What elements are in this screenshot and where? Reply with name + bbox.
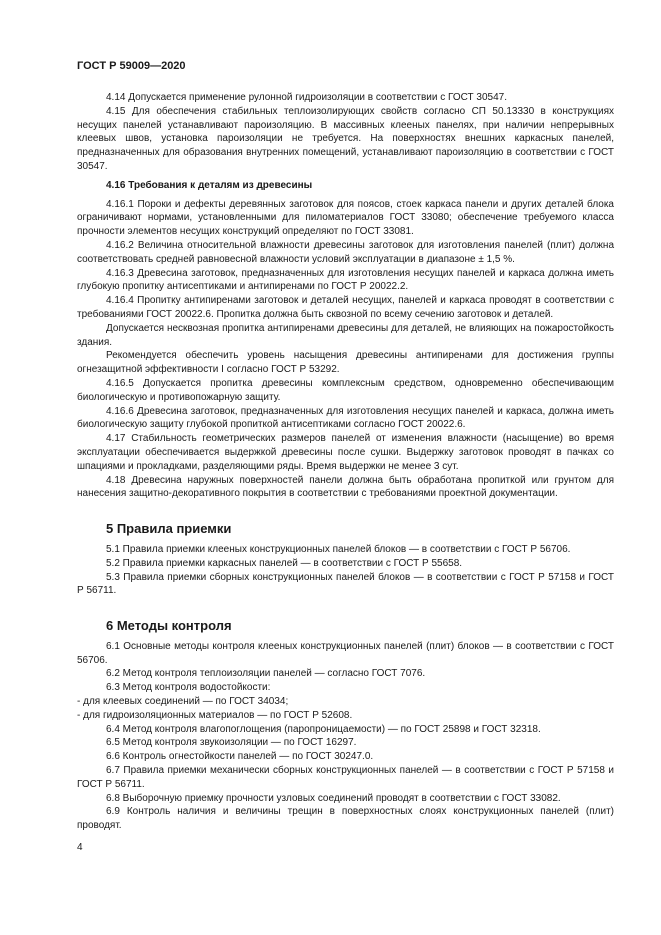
paragraph-recommendation: Рекомендуется обеспечить уровень насыщения древесины антипиренами для достижения группы огнезащитной эффективности I согласно ГОСТ Р 53292.	[77, 350, 614, 376]
clause-6-6: 6.6 Контроль огнестойкости панелей — по ГОСТ 30247.0.	[106, 751, 374, 763]
clause-6-3: 6.3 Метод контроля водостойкости:	[106, 682, 271, 694]
clause-4-15: 4.15 Для обеспечения стабильных теплоизолирующих свойств согласно СП 50.13330 в конструкциях несущих панелей устанавливают пароизоляцию. В массивных клееных панелях, при наличии непрерывных клеевых швов, установка пароизоляции не требуется. На поверхностях внешних каркасных панелей, предназначенных для образования внутренних помещений, устанавливают пароизоляцию в соответствии с ГОСТ 30547.	[77, 105, 614, 172]
clause-6-4: 6.4 Метод контроля влагопоглощения (паропроницаемости) — по ГОСТ 25898 и ГОСТ 32318.	[106, 723, 541, 735]
clause-5-2: 5.2 Правила приемки каркасных панелей — в соответствии с ГОСТ Р 55658.	[106, 557, 463, 569]
clause-4-16-3: 4.16.3 Древесина заготовок, предназначенных для изготовления несущих панелей и каркаса должна иметь глубокую пропитку антисептиками и антипиренами по ГОСТ Р 20022.2.	[77, 267, 614, 293]
clause-4-14: 4.14 Допускается применение рулонной гидроизоляции в соответствии с ГОСТ 30547.	[106, 92, 507, 103]
paragraph-partial-impregnation: Допускается несквозная пропитка антипиренами древесины для деталей, не влияющих на пожаростойкость здания.	[77, 322, 614, 348]
clause-6-2: 6.2 Метод контроля теплоизоляции панелей — согласно ГОСТ 7076.	[106, 668, 426, 680]
document-header: ГОСТ Р 59009—2020	[77, 60, 186, 72]
clause-4-18: 4.18 Древесина наружных поверхностей панели должна быть обработана пропиткой или грунтом для нанесения защитно-декоративного покрытия в соответствии с требованиями проектной документации.	[77, 474, 614, 500]
clause-4-17: 4.17 Стабильность геометрических размеров панелей от изменения влажности (насыщение) во время эксплуатации обеспечивается выдержкой древесины после сушки. Выдержку заготовок проводят в пачках со шпациями и прокладками, разделяющими ряды. Время выдержки не менее 3 сут.	[77, 433, 614, 472]
clause-4-16-1: 4.16.1 Пороки и дефекты деревянных заготовок для поясов, стоек каркаса панели и других деталей блока ограничивают нормами, установленными для пиломатериалов ГОСТ 33080; обеспечение требуемого класса прочности элементов несущих конструкций определяют по ГОСТ 33081.	[77, 198, 614, 238]
list-item-waterproofing-materials: - для гидроизоляционных материалов — по ГОСТ Р 52608.	[77, 709, 353, 721]
clause-5-3: 5.3 Правила приемки сборных конструкционных панелей блоков — в соответствии с ГОСТ Р 57158 и ГОСТ Р 56711.	[77, 571, 614, 597]
clause-4-16-2: 4.16.2 Величина относительной влажности древесины заготовок для изготовления панелей (плит) должна соответствовать средней равновесной влажности условий эксплуатации в диапазоне ± 1,5 %.	[77, 239, 614, 265]
clause-4-16-6: 4.16.6 Древесина заготовок, предназначенных для изготовления несущих панелей и каркаса, должна иметь биологическую защиту глубокой пропиткой антисептиками согласно ГОСТ 20022.6.	[77, 405, 614, 431]
list-item-adhesive-joints: - для клеевых соединений — по ГОСТ 34034;	[77, 696, 289, 708]
section-title-5: 5 Правила приемки	[106, 521, 232, 537]
subsection-title-4-16: 4.16 Требования к деталям из древесины	[106, 179, 313, 191]
clause-6-9: 6.9 Контроль наличия и величины трещин в поверхностных слоях конструкционных панелей (плит) проводят.	[77, 806, 614, 832]
page-number: 4	[77, 842, 83, 853]
clause-6-1: 6.1 Основные методы контроля клееных конструкционных панелей (плит) блоков — в соответствии с ГОСТ 56706.	[77, 640, 614, 666]
clause-5-1: 5.1 Правила приемки клееных конструкционных панелей блоков — в соответствии с ГОСТ Р 56706.	[106, 543, 571, 555]
section-title-6: 6 Методы контроля	[106, 618, 232, 634]
clause-6-7: 6.7 Правила приемки механически сборных конструкционных панелей — в соответствии с ГОСТ Р 57158 и ГОСТ Р 56711.	[77, 765, 614, 790]
clause-6-5: 6.5 Метод контроля звукоизоляции — по ГОСТ 16297.	[106, 737, 357, 749]
clause-4-16-5: 4.16.5 Допускается пропитка древесины комплексным средством, одновременно обеспечивающим биологическую и противопожарную защиту.	[77, 377, 614, 403]
document-body	[77, 91, 614, 833]
clause-4-16-4: 4.16.4 Пропитку антипиренами заготовок и деталей несущих, панелей и каркаса проводят в соответствии с требованиями ГОСТ 20022.6. Пропитка должна быть сквозной по всему сечению заготовок и деталей.	[77, 295, 614, 320]
clause-6-8: 6.8 Выборочную приемку прочности узловых соединений проводят в соответствии с ГОСТ 33082.	[106, 792, 561, 804]
